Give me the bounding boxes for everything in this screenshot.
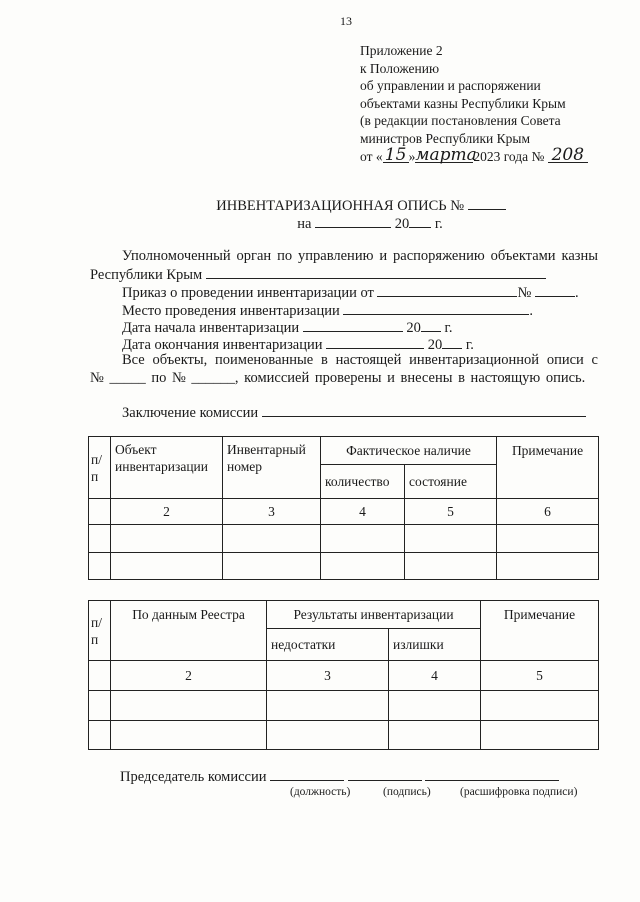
handwritten-month: марта [415, 144, 477, 165]
decode-caption: (расшифровка подписи) [460, 786, 578, 798]
table-header-row [89, 437, 599, 465]
appendix-line: объектами казны Республики Крым [360, 95, 566, 111]
end-date-blank [326, 336, 424, 349]
order-field: Приказ о проведении инвентаризации от № . [122, 285, 579, 301]
table-cell: 2 [111, 499, 223, 525]
col-shortage: недостатки [267, 629, 389, 661]
table-cell: 3 [223, 499, 321, 525]
table-cell [481, 721, 599, 750]
col-state: состояние [405, 465, 497, 499]
col-registry: По данным Реестра [111, 601, 267, 661]
authority-label: Уполномоченный орган по управлению и распоряжению объектами казны Республики Крым [90, 248, 598, 283]
appendix-line: об управлении и распоряжении [360, 78, 541, 94]
title-date-suffix: г. [434, 216, 443, 232]
col-object: Объект инвентаризации [111, 437, 223, 499]
appendix-line: к Положению [360, 60, 440, 76]
authority-blank [206, 266, 546, 279]
conclusion-label: Заключение комиссии [122, 405, 259, 421]
place-field: Место проведения инвентаризации . [122, 303, 533, 319]
table-cell [389, 691, 481, 721]
table-cell: 5 [405, 499, 497, 525]
table-cell: 5 [481, 661, 599, 691]
handwritten-day: 15 [383, 148, 409, 163]
col-num: п/п [89, 437, 111, 499]
table-cell [111, 553, 223, 580]
table-cell [267, 691, 389, 721]
conclusion-blank [262, 404, 586, 417]
end-year: 20 [427, 337, 443, 353]
col-note: Примечание [481, 601, 599, 661]
results-table [88, 600, 599, 750]
col-note: Примечание [497, 437, 599, 499]
table-cell [89, 553, 111, 580]
table-cell [223, 525, 321, 553]
handwritten-number: 208 [548, 148, 588, 163]
order-label: Приказ о проведении инвентаризации от [122, 285, 374, 301]
appendix-line: (в редакции постановления Совета [360, 113, 561, 129]
table-cell: 2 [111, 661, 267, 691]
table-row [89, 721, 599, 750]
page-number: 13 [340, 14, 352, 28]
start-date-field [122, 319, 452, 337]
start-year: 20 [406, 320, 421, 336]
table-cell: 4 [389, 661, 481, 691]
table-numbers-row [89, 661, 599, 691]
position-blank [270, 768, 344, 781]
end-year-blank [442, 336, 462, 349]
year-text: 2023 года № [473, 148, 545, 164]
date-mid: » [408, 148, 416, 164]
table-cell [223, 553, 321, 580]
col-inventory-number: Инвентарный номер [223, 437, 321, 499]
order-no-blank [535, 284, 575, 297]
title-number-blank [468, 197, 506, 210]
sign-blank [348, 768, 422, 781]
col-surplus: излишки [389, 629, 481, 661]
place-label: Место проведения инвентаризации [122, 303, 340, 319]
table-header-row [89, 601, 599, 629]
table-cell [89, 661, 111, 691]
table-row [89, 691, 599, 721]
appendix-date-line [360, 144, 588, 166]
date-prefix: от « [360, 148, 383, 164]
table-cell [111, 721, 267, 750]
position-caption: (должность) [290, 786, 351, 798]
signature-label: Председатель комиссии [120, 769, 267, 785]
col-results: Результаты инвентаризации [267, 601, 481, 629]
table-cell [321, 553, 405, 580]
table-cell: 4 [321, 499, 405, 525]
start-year-blank [421, 319, 441, 332]
table-cell [389, 721, 481, 750]
table-cell [111, 691, 267, 721]
start-year-suffix: г. [444, 320, 453, 336]
table-cell: 3 [267, 661, 389, 691]
title-date-year: 20 [394, 216, 410, 232]
appendix-line: Приложение 2 [360, 43, 443, 58]
table-cell [497, 525, 599, 553]
table-cell [89, 525, 111, 553]
col-quantity: количество [321, 465, 405, 499]
table-row [89, 553, 599, 580]
table-cell [405, 553, 497, 580]
table-cell [89, 499, 111, 525]
title-date-prefix: на [297, 216, 312, 232]
authority-field [90, 248, 598, 284]
sign-caption: (подпись) [383, 786, 431, 798]
statement-paragraph: Все объекты, поименованные в настоящей инвентаризационной описи с № _____ по № ______, комиссией проверены и внесены в настоящую опись. [90, 352, 598, 386]
start-label: Дата начала инвентаризации [122, 320, 300, 336]
table-cell [497, 553, 599, 580]
table-numbers-row [89, 499, 599, 525]
end-label: Дата окончания инвентаризации [122, 337, 323, 353]
col-num: п/п [89, 601, 111, 661]
end-year-suffix: г. [465, 337, 474, 353]
table-cell [481, 691, 599, 721]
appendix-block [360, 42, 588, 165]
decode-blank [425, 768, 559, 781]
appendix-line: министров Республики Крым [360, 130, 530, 146]
table-cell [89, 721, 111, 750]
order-date-blank [377, 284, 517, 297]
title-year-blank [409, 215, 431, 228]
title-date-blank [315, 215, 391, 228]
signature-line [120, 768, 559, 786]
place-blank [343, 302, 529, 315]
page-title [0, 197, 640, 215]
conclusion-field [122, 404, 586, 422]
order-no-label: № [517, 285, 532, 301]
start-date-blank [303, 319, 403, 332]
table-cell [321, 525, 405, 553]
table-cell: 6 [497, 499, 599, 525]
title-text: ИНВЕНТАРИЗАЦИОННАЯ ОПИСЬ № [216, 198, 465, 214]
table-cell [89, 691, 111, 721]
table-cell [405, 525, 497, 553]
table-row [89, 525, 599, 553]
col-actual: Фактическое наличие [321, 437, 497, 465]
table-cell [111, 525, 223, 553]
table-cell [267, 721, 389, 750]
title-date [0, 215, 640, 233]
inventory-table [88, 436, 599, 580]
